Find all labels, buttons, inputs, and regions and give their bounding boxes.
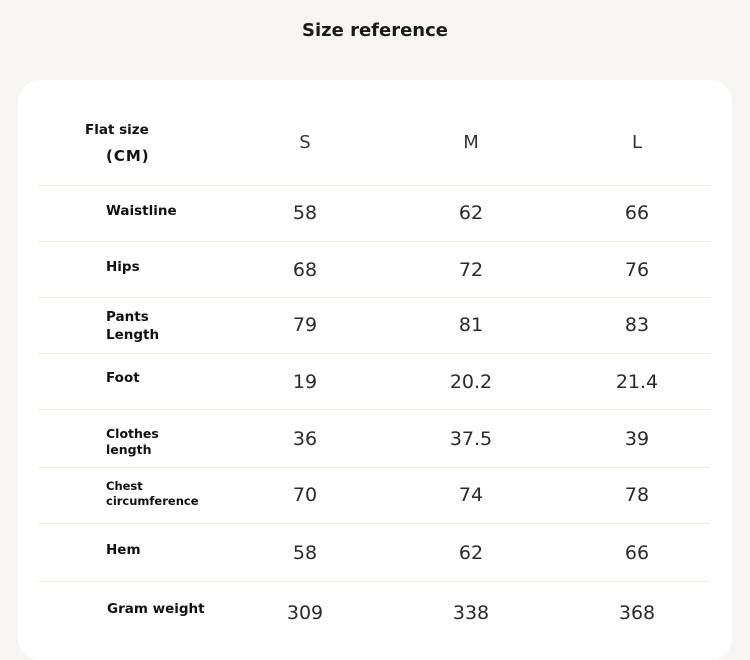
- value-s: 309: [286, 602, 324, 624]
- flat-size-label: Flat size: [85, 122, 149, 138]
- value-s: 68: [292, 259, 318, 281]
- row-label-line2: Length: [106, 327, 160, 343]
- value-l: 66: [624, 542, 650, 564]
- table-row: [38, 298, 710, 354]
- value-m: 20.2: [449, 371, 493, 393]
- value-l: 66: [624, 202, 650, 224]
- page-title: Size reference: [302, 20, 448, 41]
- row-label-line2: circumference: [106, 494, 199, 508]
- value-l: 78: [624, 484, 650, 506]
- value-l: 39: [624, 428, 650, 450]
- row-label-line1: Chest: [106, 479, 143, 493]
- size-s-header: S: [299, 132, 311, 153]
- value-s: 36: [292, 428, 318, 450]
- table-row: [38, 242, 710, 298]
- row-label: Waistline: [106, 203, 177, 219]
- table-row: [38, 354, 710, 410]
- value-s: 19: [292, 371, 318, 393]
- value-s: 58: [292, 542, 318, 564]
- table-row: [38, 410, 710, 468]
- row-label-line1: Clothes: [106, 426, 159, 441]
- row-label: Hem: [106, 542, 141, 558]
- unit-label: (CM): [106, 147, 150, 165]
- table-row: [38, 582, 710, 642]
- value-s: 58: [292, 202, 318, 224]
- value-m: 72: [458, 259, 484, 281]
- value-s: 70: [292, 484, 318, 506]
- table-row: [38, 186, 710, 242]
- table-row: [38, 524, 710, 582]
- value-l: 368: [618, 602, 656, 624]
- value-m: 62: [458, 542, 484, 564]
- size-m-header: M: [463, 132, 479, 153]
- table-header-row: [38, 80, 710, 186]
- value-m: 74: [458, 484, 484, 506]
- value-m: 81: [458, 314, 484, 336]
- value-l: 83: [624, 314, 650, 336]
- table-row: [38, 468, 710, 524]
- size-l-header: L: [631, 132, 643, 153]
- value-l: 21.4: [615, 371, 659, 393]
- value-m: 62: [458, 202, 484, 224]
- value-m: 37.5: [449, 428, 493, 450]
- row-label: Hips: [106, 259, 140, 275]
- row-label-line1: Pants: [106, 309, 149, 325]
- row-label: Gram weight: [107, 601, 205, 617]
- value-s: 79: [292, 314, 318, 336]
- size-table-card: [18, 80, 732, 660]
- value-m: 338: [452, 602, 490, 624]
- value-l: 76: [624, 259, 650, 281]
- row-label-line2: length: [106, 442, 152, 457]
- row-label: Foot: [106, 370, 140, 386]
